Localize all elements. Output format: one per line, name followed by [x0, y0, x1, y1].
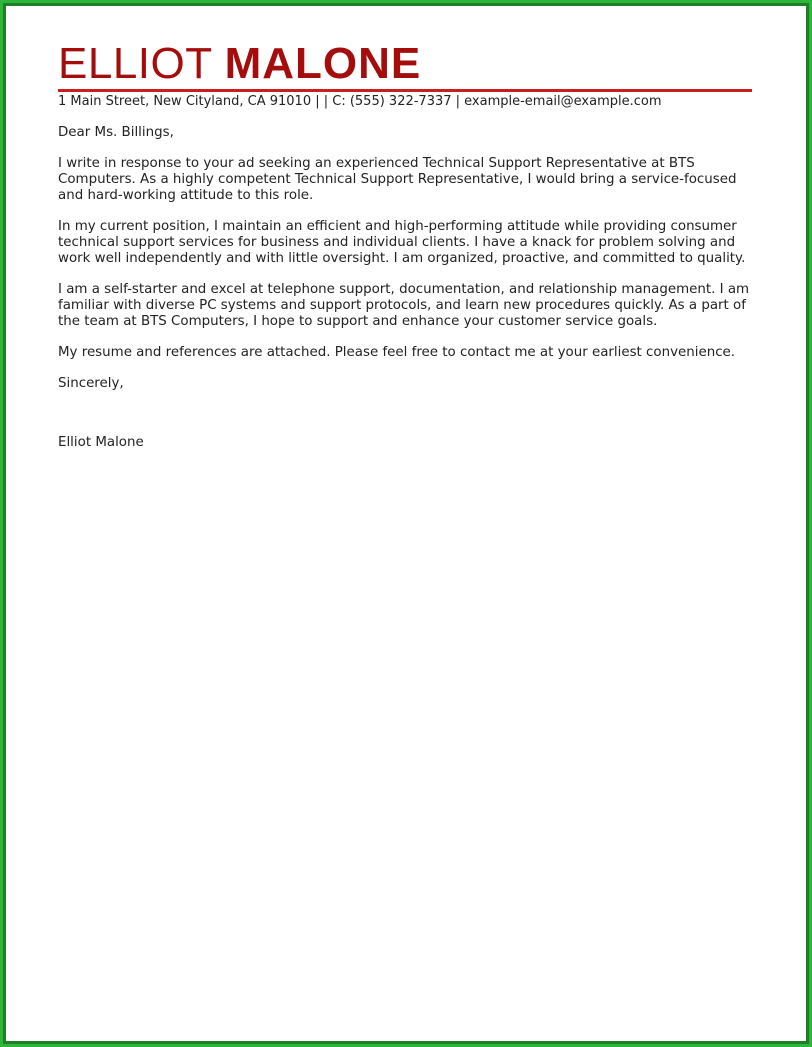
signature-name: Elliot Malone — [58, 435, 144, 450]
header-divider — [58, 89, 752, 92]
salutation: Dear Ms. Billings, — [58, 125, 174, 140]
applicant-name — [58, 39, 758, 88]
cover-letter — [58, 39, 758, 451]
first-name: ELLIOT — [58, 39, 212, 88]
closing: Sincerely, — [58, 376, 124, 391]
body-paragraph-3: I am a self-starter and excel at telephone support, documentation, and relationship management. I am familiar with diverse PC systems and support protocols, and learn new procedures quickly. As a part of the team at BTS Computers, I hope to support and enhance your customer service goals. — [58, 282, 750, 329]
body-paragraph-2: In my current position, I maintain an efficient and high-performing attitude while providing consumer technical support services for business and individual clients. I have a knack for problem solving and work well independently and with little oversight. I am organized, proactive, and committed to quality. — [58, 219, 746, 266]
document-page — [6, 6, 806, 1041]
last-name: MALONE — [224, 39, 422, 88]
body-paragraph-4: My resume and references are attached. Please feel free to contact me at your earliest convenience. — [58, 345, 736, 360]
body-paragraph-1: I write in response to your ad seeking an experienced Technical Support Representative at BTS Computers. As a highly competent Technical Support Representative, I would bring a service-focused and hard-working attitude to this role. — [58, 156, 737, 203]
contact-info: 1 Main Street, New Cityland, CA 91010 | | C: (555) 322-7337 | example-email@example.com — [58, 94, 662, 109]
